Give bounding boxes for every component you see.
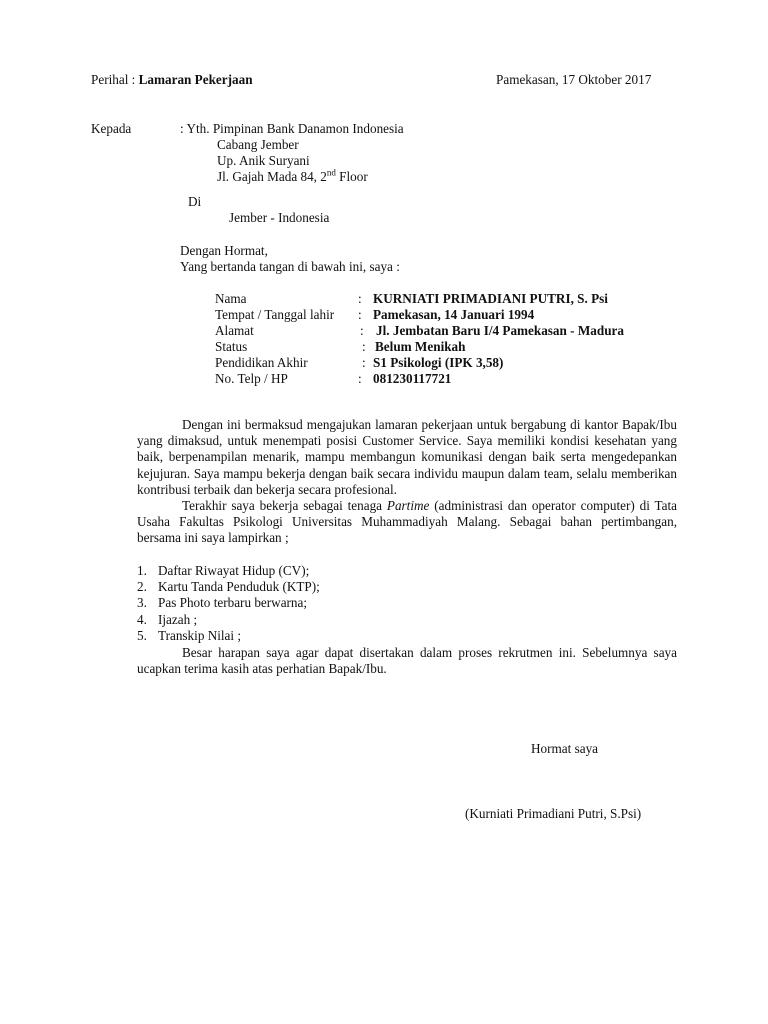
list-item-text: Transkip Nilai ;: [158, 627, 242, 643]
body-text: [137, 417, 677, 547]
signature-name: (Kurniati Primadiani Putri, S.Psi): [465, 806, 642, 821]
list-item-number: 5.: [137, 627, 147, 643]
list-item-text: Pas Photo terbaru berwarna;: [158, 595, 308, 611]
paragraph-2-emphasis: Partime: [386, 498, 430, 514]
list-item: [137, 595, 320, 611]
subject-line: [91, 72, 253, 88]
recipient-line-2: Cabang Jember: [217, 137, 299, 152]
identity-colon-name: :: [358, 291, 362, 306]
intro-line: Yang bertanda tangan di bawah ini, saya :: [180, 259, 400, 274]
list-item-text: Daftar Riwayat Hidup (CV);: [158, 563, 310, 578]
salutation: Dengan Hormat,: [180, 243, 268, 258]
identity-colon-address: :: [360, 323, 364, 338]
identity-value-status: Belum Menikah: [375, 339, 466, 354]
attachment-list: [137, 563, 320, 644]
list-item: [137, 563, 320, 579]
recipient-city: Jember - Indonesia: [229, 210, 330, 225]
list-item-number: 1.: [137, 563, 147, 578]
list-item-number: 2.: [137, 579, 147, 595]
identity-value-phone: 081230117721: [373, 371, 452, 386]
address-ordinal: nd: [326, 167, 336, 178]
list-item: [137, 612, 320, 628]
paragraph-2: [137, 498, 677, 547]
address-floor: Floor: [335, 169, 368, 184]
identity-label-education: Pendidikan Akhir: [215, 355, 308, 370]
identity-colon-status: :: [362, 339, 366, 354]
paragraph-2-end: (administrasi dan operator computer) di Tata Usaha Fakultas Psikologi Universitas Muhammadiyah Malang. Sebagai bahan pertimbangan, bersama ini saya lampirkan ;: [137, 498, 677, 546]
subject-label: Perihal :: [91, 72, 139, 87]
recipient-line-3: Up. Anik Suryani: [217, 153, 310, 168]
identity-value-address: Jl. Jembatan Baru I/4 Pamekasan - Madura: [376, 323, 625, 338]
paragraph-3: Besar harapan saya agar dapat disertakan dalam proses rekrutmen ini. Sebelumnya saya ucapkan terima kasih atas perhatian Bapak/Ibu.: [137, 645, 677, 677]
recipient-line-4: [217, 169, 368, 185]
di-label: Di: [188, 194, 202, 209]
paragraph-2-start: Terakhir saya bekerja sebagai tenaga: [182, 498, 387, 514]
list-item-number: 3.: [137, 595, 147, 611]
identity-value-birth: Pamekasan, 14 Januari 1994: [373, 307, 535, 322]
kepada-label: Kepada: [91, 121, 132, 136]
list-item-text: Ijazah ;: [158, 611, 198, 627]
closing-paragraph: [137, 645, 677, 677]
identity-colon-birth: :: [358, 307, 362, 322]
list-item-number: 4.: [137, 611, 147, 627]
paragraph-1: Dengan ini bermaksud mengajukan lamaran pekerjaan untuk bergabung di kantor Bapak/Ibu yang dimaksud, untuk menempati posisi Customer Service. Saya memiliki kondisi kesehatan yang baik, berpenampilan menarik, mampu membangun komunikasi dengan baik serta mengedepankan kejujuran. Saya mampu bekerja dengan baik secara individu maupun dalam team, selalu memberikan kontribusi terbaik dan bekerja secara profesional.: [137, 417, 677, 497]
identity-value-name: KURNIATI PRIMADIANI PUTRI, S. Psi: [373, 291, 608, 306]
identity-label-status: Status: [215, 339, 248, 354]
list-item-text: Kartu Tanda Penduduk (KTP);: [158, 579, 320, 595]
identity-label-name: Nama: [215, 291, 247, 306]
place-date: Pamekasan, 17 Oktober 2017: [496, 72, 652, 87]
identity-value-education: S1 Psikologi (IPK 3,58): [373, 355, 504, 370]
list-item: [137, 628, 320, 644]
identity-label-birth: Tempat / Tanggal lahir: [215, 307, 335, 322]
identity-colon-phone: :: [358, 371, 362, 386]
address-text: Jl. Gajah Mada 84, 2: [217, 169, 327, 184]
recipient-line-1: : Yth. Pimpinan Bank Danamon Indonesia: [180, 121, 404, 136]
closing-regards: Hormat saya: [531, 741, 599, 756]
identity-label-address: Alamat: [215, 323, 254, 338]
list-item: [137, 579, 320, 595]
identity-label-phone: No. Telp / HP: [215, 371, 288, 386]
identity-colon-education: :: [362, 355, 366, 370]
subject-value: Lamaran Pekerjaan: [138, 72, 253, 87]
